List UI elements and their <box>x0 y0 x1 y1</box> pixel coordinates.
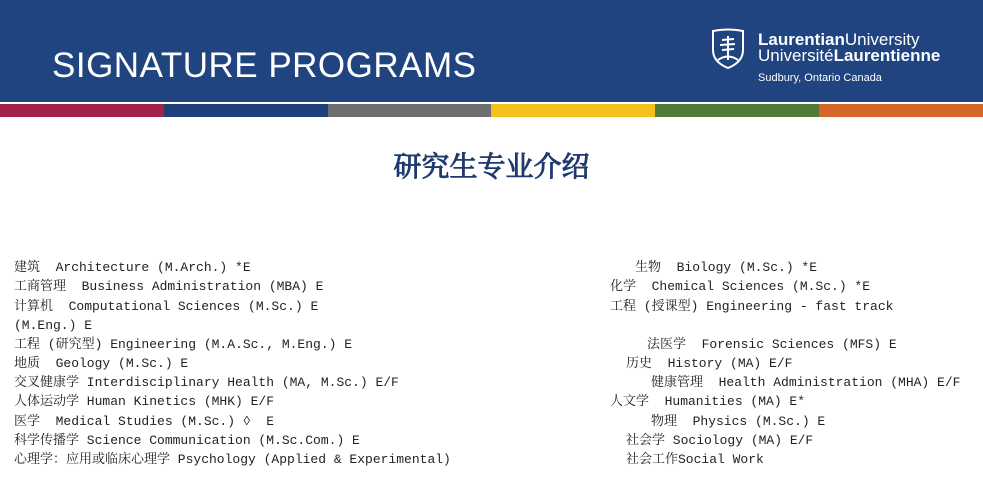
program-item: 工程 (研究型) Engineering (M.A.Sc., M.Eng.) E <box>14 337 353 352</box>
logo-location: Sudbury, Ontario Canada <box>758 72 882 84</box>
program-item: 健康管理 Health Administration (MHA) E/F <box>651 375 961 390</box>
program-item: 人体运动学 Human Kinetics (MHK) E/F <box>14 394 275 409</box>
stripe-gray <box>328 104 492 117</box>
program-item: 物理 Physics (M.Sc.) E <box>651 414 826 429</box>
color-stripes <box>0 104 983 117</box>
stripe-orange <box>819 104 983 117</box>
program-item: 社会学 Sociology (MA) E/F <box>626 433 814 448</box>
program-item: (M.Eng.) E <box>14 318 93 333</box>
stripe-crimson <box>0 104 164 117</box>
page-title: 研究生专业介绍 <box>393 150 590 183</box>
header-banner <box>0 0 983 102</box>
program-item: 地质 Geology (M.Sc.) E <box>14 356 189 371</box>
program-item: 社会工作Social Work <box>626 452 764 467</box>
logo-french: UniversitéLaurentienne <box>758 46 941 65</box>
program-item: 建筑 Architecture (M.Arch.) *E <box>14 260 251 275</box>
program-item: 工商管理 Business Administration (MBA) E <box>14 279 324 294</box>
logo-english: LaurentianUniversity <box>758 30 920 49</box>
stripe-navy <box>164 104 328 117</box>
crest-icon <box>710 28 746 70</box>
program-item: 计算机 Computational Sciences (M.Sc.) E <box>14 299 319 314</box>
program-item: 生物 Biology (M.Sc.) *E <box>635 260 818 275</box>
stripe-yellow <box>491 104 655 117</box>
program-item: 历史 History (MA) E/F <box>626 356 793 371</box>
program-item: 科学传播学 Science Communication (M.Sc.Com.) E <box>14 433 360 448</box>
program-item: 法医学 Forensic Sciences (MFS) E <box>647 337 897 352</box>
program-item: 医学 Medical Studies (M.Sc.) ◊ E <box>14 414 275 429</box>
stripe-green <box>655 104 819 117</box>
banner-title: SIGNATURE PROGRAMS <box>52 46 477 85</box>
program-item: 化学 Chemical Sciences (M.Sc.) *E <box>610 279 871 294</box>
program-item: 心理学：应用或临床心理学 Psychology (Applied & Experimental) <box>14 452 451 467</box>
program-item: 人文学 Humanities (MA) E* <box>610 394 806 409</box>
program-item: 工程 (授课型) Engineering - fast track <box>610 299 894 314</box>
program-item: 交叉健康学 Interdisciplinary Health (MA, M.Sc.) E/F <box>14 375 399 390</box>
